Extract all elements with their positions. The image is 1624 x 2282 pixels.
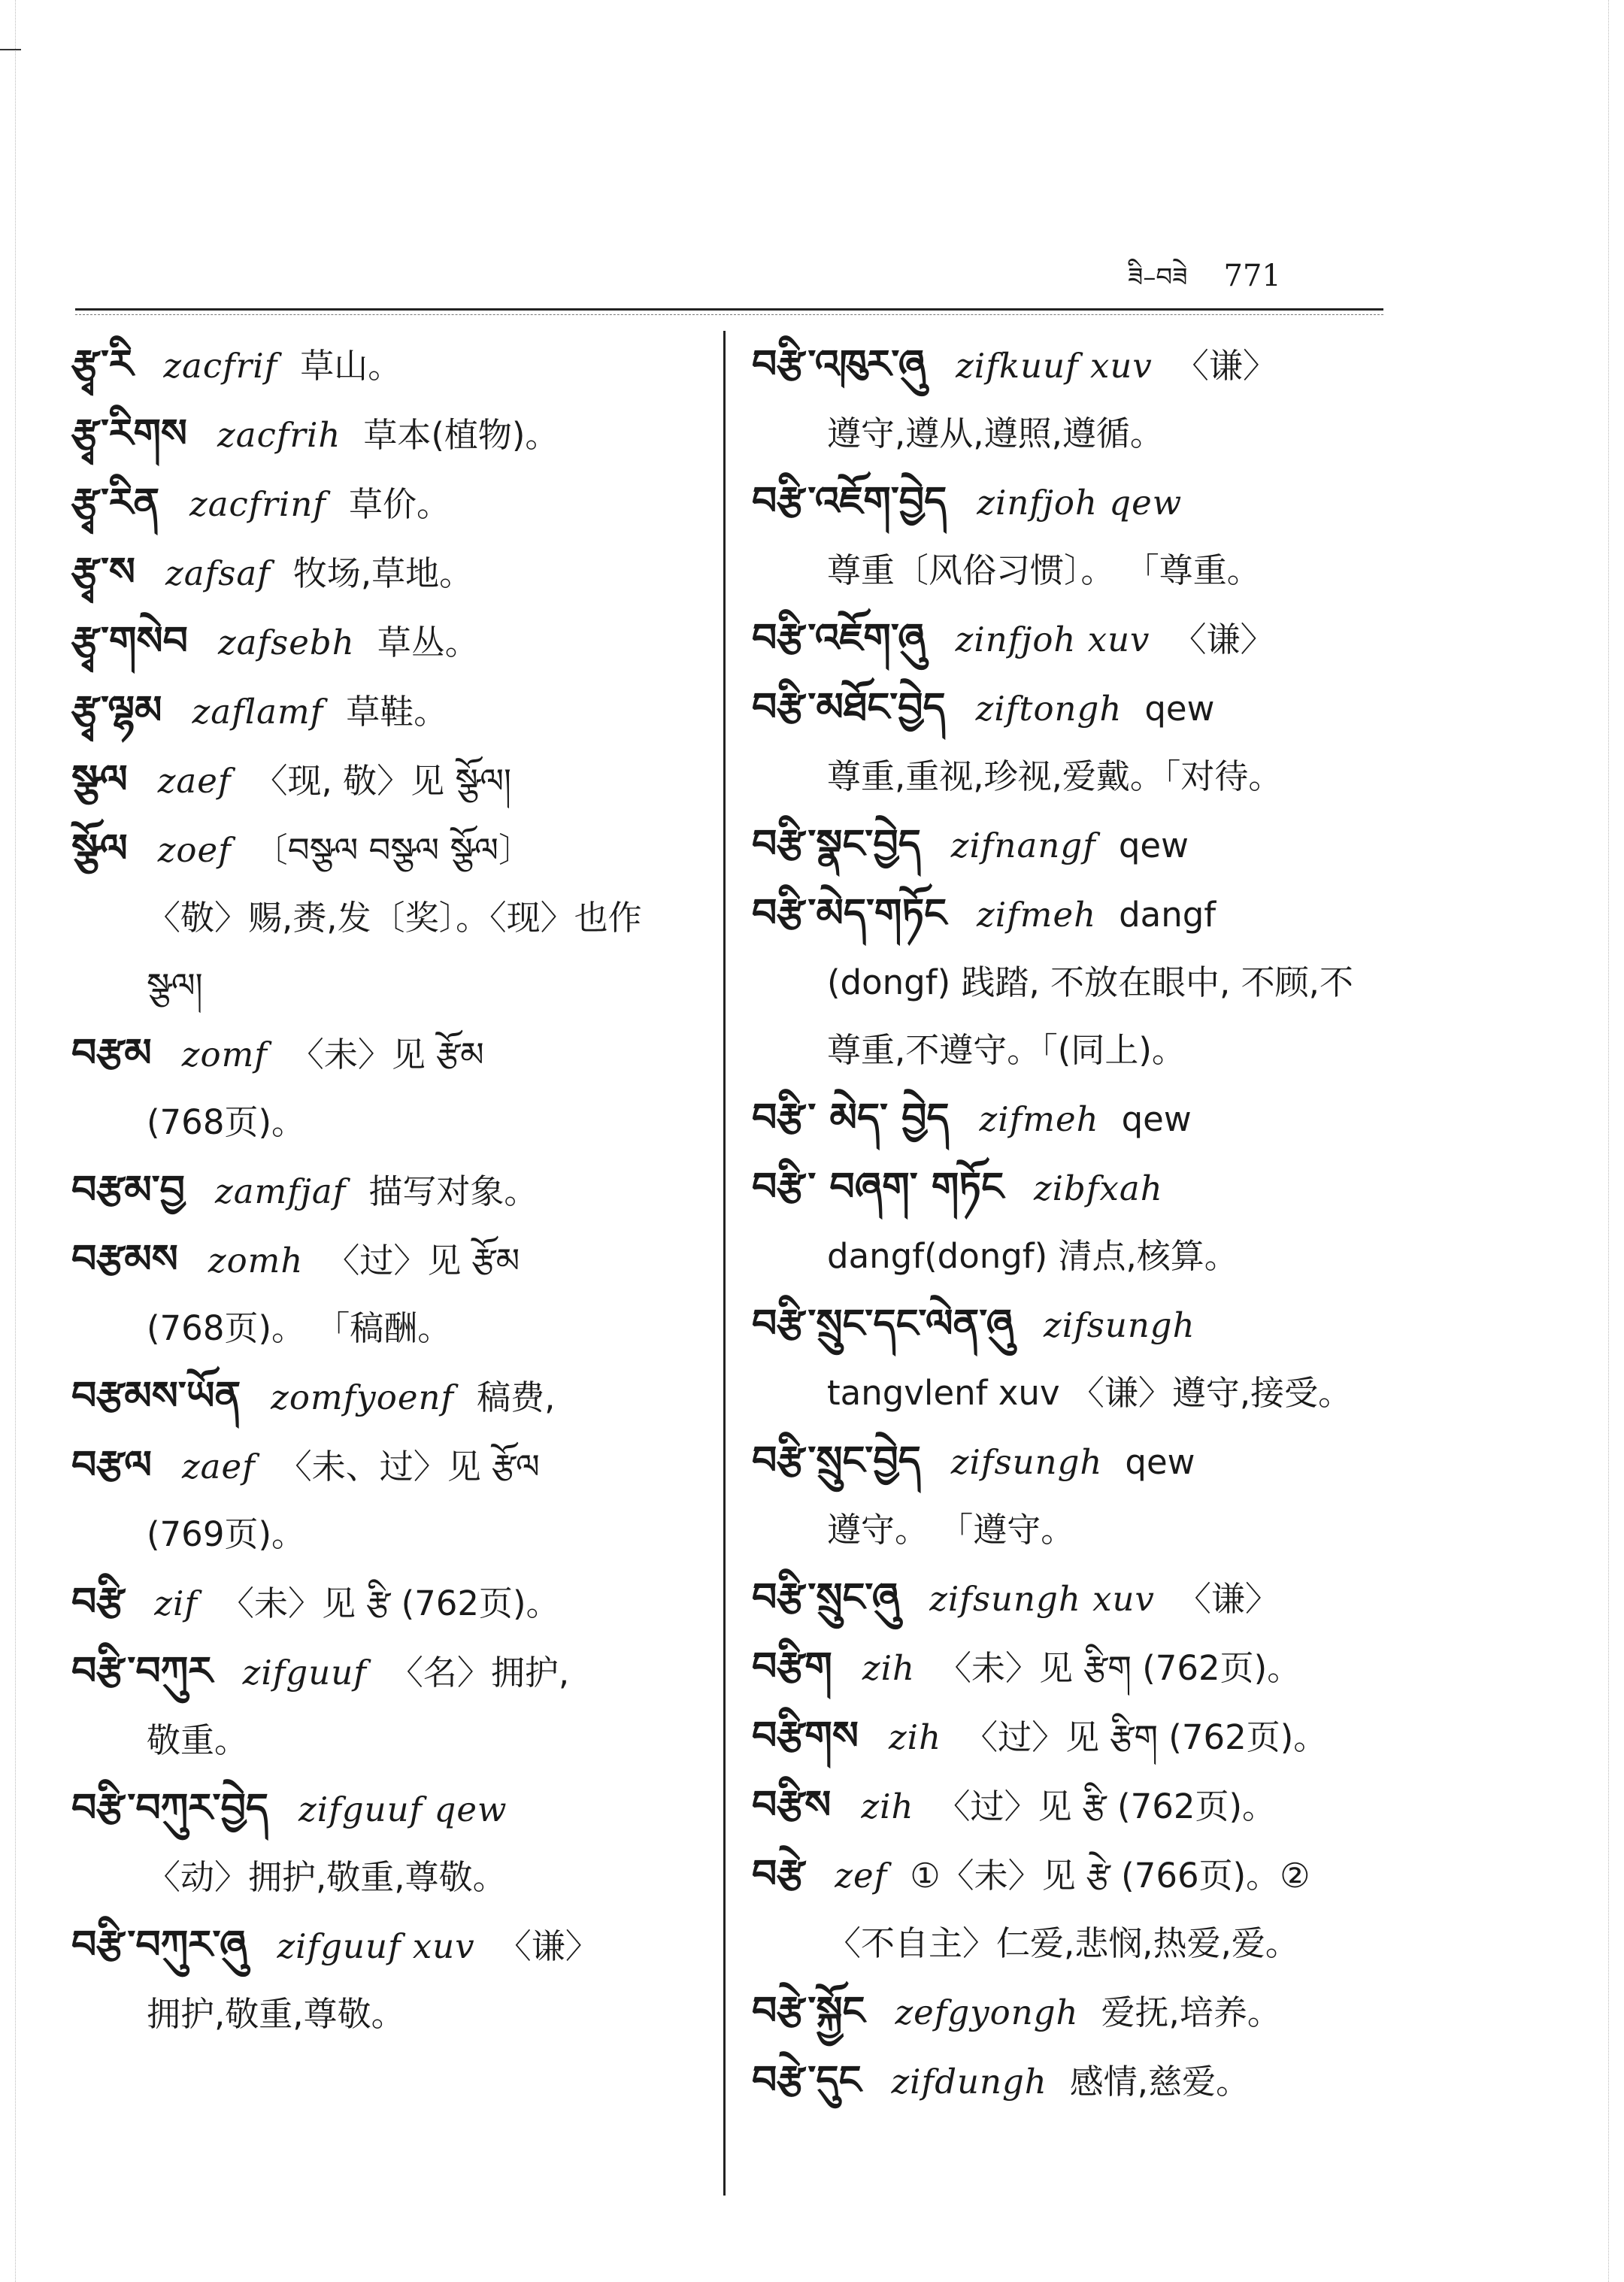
- entry-romanization: zef: [835, 1856, 888, 1896]
- entry-tibetan: རྩྭ་རིན: [71, 480, 160, 526]
- entry-headline: [752, 1564, 1383, 1633]
- entry-continuation: tangvlenf xuv 〈谦〉遵守,接受。: [827, 1373, 1353, 1413]
- left-column: [71, 331, 703, 2048]
- dictionary-entry: [752, 1427, 1383, 1564]
- entry-continuation: 拥护,敬重,尊敬。: [147, 1994, 405, 2034]
- entry-romanization: zaef: [181, 1447, 256, 1486]
- entry-tibetan: སྩལ: [71, 757, 128, 802]
- dictionary-entry: [752, 2047, 1383, 2116]
- entry-definition: 爱抚,培养。: [1101, 1993, 1281, 2032]
- entry-definition: 〈谦〉: [497, 1926, 599, 1966]
- entry-romanization: zifmeh: [977, 895, 1097, 935]
- entry-headline: [71, 1432, 703, 1501]
- entry-tibetan: བརྩེ་སྐྱོང: [752, 1989, 865, 2034]
- entry-headline: [752, 1977, 1383, 2047]
- entry-tibetan: རྩྭ་ལྷམ: [71, 688, 162, 733]
- entry-romanization: zacfrif: [163, 346, 278, 386]
- entry-headline: [71, 400, 703, 469]
- entry-romanization: zafsaf: [165, 553, 271, 593]
- entry-headline: [71, 1638, 703, 1707]
- entry-headline: [752, 1702, 1383, 1771]
- entry-romanization: zih: [861, 1787, 914, 1826]
- entry-headline: [71, 677, 703, 746]
- entry-romanization: zefgyongh: [895, 1993, 1079, 2032]
- entry-definition: 〈未、过〉见 རྩོལ: [277, 1447, 540, 1486]
- entry-definition: qew: [1144, 689, 1215, 729]
- entry-definition: 感情,慈爱。: [1069, 2062, 1250, 2102]
- entry-definition: 〈未〉见 རྩིག (762页)。: [937, 1648, 1301, 1688]
- right-column: [752, 331, 1383, 2116]
- entry-continuation: 遵守。 「遵守。: [827, 1510, 1075, 1550]
- entry-romanization: zacfrinf: [189, 484, 326, 524]
- entry-romanization: ziftongh: [975, 689, 1123, 729]
- entry-definition: 〈现, 敬〉见 སྩོལ།: [253, 761, 512, 801]
- entry-definition: 〔བསྩལ བསྩལ སྩོལ〕: [253, 830, 532, 870]
- entry-tibetan: བརྩི་བཀུར་ཞུ: [71, 1923, 247, 1968]
- dictionary-entry: [752, 1290, 1383, 1427]
- entry-continuation: dangf(dongf) 清点,核算。: [827, 1236, 1238, 1276]
- entry-romanization: zifmeh: [979, 1099, 1099, 1139]
- dictionary-entry: [71, 1432, 703, 1568]
- scan-edge-tick: [0, 49, 21, 50]
- entry-definition: 〈未〉见 རྩི (762页)。: [220, 1583, 560, 1623]
- entry-headline: [752, 605, 1383, 674]
- entry-romanization: zaef: [157, 761, 232, 801]
- entry-headline: [752, 1427, 1383, 1496]
- dictionary-entry: [71, 1568, 703, 1638]
- dictionary-entry: [752, 811, 1383, 880]
- page-number: 771: [1223, 259, 1281, 293]
- entry-headline: [71, 1568, 703, 1638]
- dictionary-entry: [71, 538, 703, 608]
- entry-romanization: zifsungh: [1043, 1305, 1195, 1345]
- entry-continuation: (768页)。 「稿酬。: [147, 1308, 452, 1348]
- entry-tibetan: བརྩལ: [71, 1443, 152, 1488]
- scan-edge-right: [1608, 0, 1624, 2282]
- entry-tibetan: བརྩི་ བཞག་ གཏོང: [752, 1165, 1004, 1210]
- entry-continuation: (769页)。: [147, 1514, 306, 1554]
- entry-continuation: (dongf) 践踏, 不放在眼中, 不顾,不尊重,不遵守。「(同上)。: [827, 962, 1353, 1070]
- entry-romanization: zif: [154, 1583, 198, 1623]
- entry-headline: [752, 1153, 1383, 1223]
- entry-romanization: zifkuuf xuv: [956, 346, 1153, 386]
- entry-headline: [71, 815, 703, 884]
- entry-definition: 〈谦〉: [1177, 1579, 1279, 1619]
- dictionary-entry: [752, 674, 1383, 811]
- entry-headline: [71, 538, 703, 608]
- entry-headline: [752, 674, 1383, 743]
- entry-tibetan: རྩྭ་རི: [71, 342, 134, 387]
- entry-romanization: zifnangf: [950, 826, 1096, 865]
- entry-tibetan: བརྩི་མཐོང་བྱེད: [752, 685, 946, 730]
- entry-tibetan: རྩྭ་རིགས: [71, 411, 188, 456]
- entry-romanization: zifguuf xuv: [277, 1926, 475, 1966]
- entry-romanization: zifdungh: [891, 2062, 1047, 2102]
- entry-romanization: zoef: [157, 830, 232, 870]
- entry-continuation: 〈不自主〉仁爱,悲悯,热爱,爱。: [827, 1923, 1299, 1963]
- entry-romanization: zinfjoh qew: [977, 483, 1183, 523]
- entry-tibetan: བརྩིགས: [752, 1714, 859, 1759]
- entry-definition: 〈名〉拥护,: [389, 1653, 570, 1693]
- entry-tibetan: བརྩི་སྲུང་ཞུ: [752, 1575, 900, 1620]
- entry-definition: qew: [1121, 1099, 1192, 1139]
- entry-romanization: zomf: [181, 1035, 268, 1074]
- entry-continuation: 尊重〔风俗习惯〕。 「尊重。: [827, 550, 1261, 590]
- dictionary-entry: [71, 469, 703, 538]
- entry-romanization: zifsungh xuv: [929, 1579, 1155, 1619]
- dictionary-entry: [752, 1702, 1383, 1771]
- entry-romanization: zinfjoh xuv: [955, 620, 1150, 659]
- entry-tibetan: བརྩེ་དུང: [752, 2058, 862, 2103]
- dictionary-entry: [71, 1911, 703, 2048]
- entry-headline: [752, 2047, 1383, 2116]
- header-range: ཟི–བཟེ: [1128, 262, 1188, 292]
- entry-tibetan: བརྩིས: [752, 1783, 832, 1828]
- dictionary-entry: [71, 1638, 703, 1774]
- dictionary-entry: [71, 1156, 703, 1226]
- entry-definition: 〈过〉见 རྩིག (762页)。: [964, 1717, 1328, 1757]
- entry-definition: 〈过〉见 རྩོམ: [326, 1241, 520, 1280]
- column-divider: [723, 331, 726, 2196]
- dictionary-entry: [71, 400, 703, 469]
- entry-definition: ①〈未〉见 རྩེ (766页)。②: [910, 1856, 1310, 1896]
- entry-romanization: zih: [888, 1717, 942, 1757]
- entry-tibetan: བརྩམ་བྱ: [71, 1168, 186, 1213]
- entry-tibetan: བརྩི་ མེད་ བྱེད: [752, 1096, 950, 1141]
- entry-tibetan: བརྩིག: [752, 1644, 832, 1690]
- dictionary-entry: [752, 605, 1383, 674]
- entry-romanization: zamfjaf: [215, 1171, 347, 1211]
- entry-definition: 稿费,: [477, 1377, 556, 1417]
- entry-headline: [71, 469, 703, 538]
- entry-definition: 描写对象。: [368, 1171, 538, 1211]
- entry-tibetan: བརྩེ: [752, 1852, 805, 1897]
- entry-headline: [71, 1226, 703, 1295]
- entry-romanization: zibfxah: [1033, 1168, 1163, 1208]
- entry-definition: 〈未〉见 རྩོམ: [289, 1035, 484, 1074]
- entry-definition: qew: [1118, 826, 1189, 865]
- header-rule-secondary: [75, 314, 1383, 315]
- entry-tibetan: བརྩི་སྣང་བྱེད: [752, 822, 921, 867]
- entry-romanization: zifguuf qew: [298, 1790, 508, 1829]
- dictionary-entry: [752, 1771, 1383, 1841]
- dictionary-entry: [752, 1841, 1383, 1977]
- dictionary-entry: [752, 468, 1383, 605]
- entry-tibetan: བརྩི་སྲུང་དང་ལེན་ཞུ: [752, 1302, 1013, 1347]
- entry-headline: [71, 1362, 703, 1432]
- header-rule: [75, 308, 1383, 311]
- dictionary-entry: [71, 608, 703, 677]
- entry-continuation: 〈动〉拥护,敬重,尊敬。: [147, 1857, 507, 1897]
- dictionary-entry: [752, 1977, 1383, 2047]
- entry-definition: 草本(植物)。: [363, 415, 559, 455]
- dictionary-entry: [752, 1084, 1383, 1153]
- dictionary-entry: [752, 880, 1383, 1084]
- entry-tibetan: བརྩི: [71, 1580, 125, 1625]
- entry-tibetan: བརྩམས: [71, 1237, 178, 1282]
- dictionary-entry: [71, 746, 703, 815]
- entry-romanization: zih: [862, 1648, 915, 1688]
- entry-headline: [752, 1290, 1383, 1359]
- entry-tibetan: བརྩི་འཇོག་བྱེད: [752, 479, 947, 524]
- entry-romanization: zomfyoenf: [271, 1377, 455, 1417]
- entry-definition: dangf: [1119, 895, 1216, 935]
- dictionary-entry: [752, 1564, 1383, 1633]
- dictionary-entry: [71, 1774, 703, 1911]
- entry-tibetan: བརྩི་འཇོག་ཞུ: [752, 616, 926, 661]
- entry-headline: [752, 1841, 1383, 1910]
- entry-headline: [71, 1911, 703, 1980]
- entry-tibetan: རྩྭ་ས: [71, 550, 136, 595]
- entry-headline: [71, 1020, 703, 1089]
- scan-edge-left: [0, 0, 16, 2282]
- entry-tibetan: བརྩི་མེད་གཏོང: [752, 891, 947, 936]
- entry-headline: [71, 608, 703, 677]
- entry-headline: [71, 331, 703, 400]
- dictionary-entry: [71, 815, 703, 1020]
- entry-definition: 草鞋。: [346, 692, 448, 732]
- dictionary-entry: [752, 331, 1383, 468]
- entry-tibetan: བརྩི་བཀུར་བྱེད: [71, 1786, 269, 1831]
- entry-definition: 〈谦〉: [1172, 620, 1274, 659]
- entry-romanization: zacfrih: [217, 415, 341, 455]
- entry-headline: [752, 468, 1383, 537]
- dictionary-entry: [71, 1362, 703, 1432]
- entry-definition: 草价。: [348, 484, 450, 524]
- entry-definition: 〈过〉见 རྩི (762页)。: [936, 1787, 1277, 1826]
- entry-tibetan: རྩྭ་གསེབ: [71, 619, 188, 664]
- entry-tibetan: བརྩི་འཁུར་ཞུ: [752, 342, 926, 387]
- entry-definition: 〈谦〉: [1174, 346, 1277, 386]
- dictionary-entry: [752, 1633, 1383, 1702]
- entry-headline: [752, 811, 1383, 880]
- running-header: [1128, 248, 1376, 293]
- entry-tibetan: བརྩམ: [71, 1031, 152, 1076]
- entry-headline: [71, 746, 703, 815]
- entry-headline: [71, 1774, 703, 1844]
- dictionary-entry: [752, 1153, 1383, 1290]
- entry-headline: [752, 880, 1383, 949]
- entry-romanization: zifguuf: [242, 1653, 367, 1693]
- entry-continuation: 〈敬〉赐,赉,发〔奖〕。〈现〉也作 སྩལ།: [147, 898, 642, 1005]
- entry-definition: 草山。: [300, 346, 402, 386]
- entry-definition: 草丛。: [377, 623, 479, 662]
- entry-tibetan: བརྩི་བཀུར: [71, 1649, 213, 1694]
- entry-continuation: 尊重,重视,珍视,爱戴。「对待。: [827, 756, 1283, 796]
- entry-continuation: 遵守,遵从,遵照,遵循。: [827, 414, 1164, 453]
- entry-tibetan: བརྩི་སྲུང་བྱེད: [752, 1438, 921, 1483]
- entry-headline: [752, 1084, 1383, 1153]
- dictionary-entry: [71, 1226, 703, 1362]
- entry-romanization: zafsebh: [217, 623, 355, 662]
- entry-definition: qew: [1125, 1442, 1195, 1482]
- entry-headline: [752, 1633, 1383, 1702]
- dictionary-entry: [71, 1020, 703, 1156]
- entry-headline: [71, 1156, 703, 1226]
- entry-continuation: (768页)。: [147, 1102, 306, 1142]
- entry-romanization: zifsungh: [950, 1442, 1103, 1482]
- entry-romanization: zaflamf: [192, 692, 324, 732]
- entry-romanization: zomh: [208, 1241, 304, 1280]
- entry-headline: [752, 1771, 1383, 1841]
- entry-tibetan: སྩོལ: [71, 826, 128, 871]
- entry-tibetan: བརྩམས་ཡོན: [71, 1374, 241, 1419]
- dictionary-entry: [71, 331, 703, 400]
- entry-continuation: 敬重。: [147, 1720, 249, 1760]
- entry-definition: 牧场,草地。: [292, 553, 474, 593]
- entry-headline: [752, 331, 1383, 400]
- dictionary-entry: [71, 677, 703, 746]
